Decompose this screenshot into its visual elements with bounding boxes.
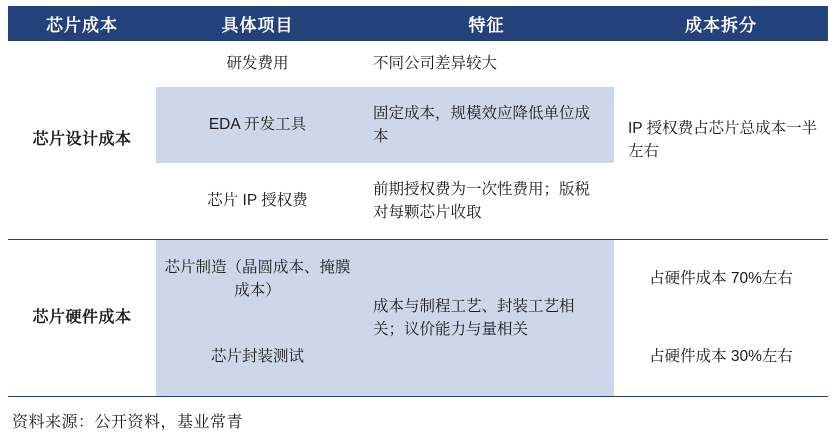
table-header-row (8, 6, 828, 41)
cell-item-eda: EDA 开发工具 (156, 87, 359, 163)
column-header-feature: 特征 (359, 6, 614, 41)
chip-cost-table (8, 6, 828, 396)
cell-feature-ip: 前期授权费为一次性费用；版税对每颗芯片收取 (359, 163, 614, 240)
column-header-breakdown: 成本拆分 (614, 6, 828, 41)
cell-breakdown-design: IP 授权费占芯片总成本一半左右 (614, 41, 828, 240)
cell-item-rnd: 研发费用 (156, 41, 359, 87)
cell-feature-hardware: 成本与制程工艺、封装工艺相关；议价能力与量相关 (359, 240, 614, 397)
column-header-item: 具体项目 (156, 6, 359, 41)
row-label-hardware-cost: 芯片硬件成本 (8, 240, 156, 397)
cell-feature-eda: 固定成本，规模效应降低单位成本 (359, 87, 614, 163)
cell-item-manufacturing: 芯片制造（晶圆成本、掩膜成本） (156, 240, 359, 319)
column-header-cost-category: 芯片成本 (8, 6, 156, 41)
table-row (8, 240, 828, 319)
source-note: 资料来源：公开资料，基业常青 (8, 396, 828, 432)
cell-item-ip: 芯片 IP 授权费 (156, 163, 359, 240)
cell-feature-rnd: 不同公司差异较大 (359, 41, 614, 87)
table-header (8, 6, 828, 41)
cell-breakdown-packaging: 占硬件成本 30%左右 (614, 318, 828, 396)
cell-item-packaging-testing: 芯片封装测试 (156, 318, 359, 396)
table-row (8, 41, 828, 87)
cell-breakdown-manufacturing: 占硬件成本 70%左右 (614, 240, 828, 319)
table-body (8, 41, 828, 396)
row-label-design-cost: 芯片设计成本 (8, 41, 156, 240)
